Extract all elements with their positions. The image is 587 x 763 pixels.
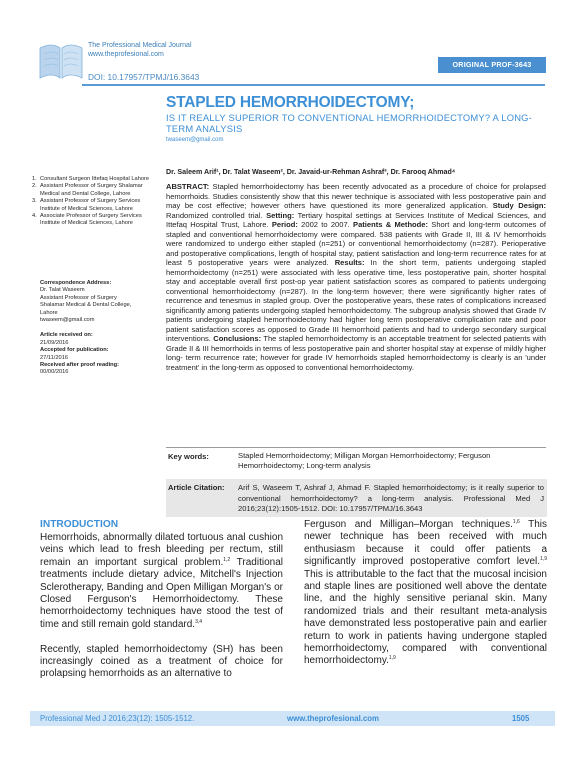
correspondence-position: Assistant Professor of Surgery [40, 294, 117, 301]
period-label: Period: [271, 220, 298, 229]
affiliation-text: Assistant Professor of Surgery Shalamar Medical and Dental College, Lahore [40, 183, 143, 197]
reference-superscript: 1,6 [512, 519, 520, 525]
article-subtitle: IS IT REALLY SUPERIOR TO CONVENTIONAL HEMORRHOIDECTOMY? A LONG-TERM ANALYSIS [166, 112, 532, 134]
paragraph-text: This newer technique has been received with much enthusiasm because it could offer patients a significantly improved postoperative comfort level. [304, 519, 547, 568]
received-label: Article received on: [40, 332, 93, 339]
introduction-heading: INTRODUCTION [40, 519, 119, 530]
affiliation-number: 2. [32, 183, 37, 190]
received-date: 21/09/2016 [40, 339, 69, 346]
abstract [166, 182, 546, 372]
methods-label: Patients & Methode: [353, 220, 428, 229]
paragraph [40, 644, 283, 681]
correspondence-name: Dr. Talat Waseem [40, 287, 85, 294]
keywords-divider [166, 447, 546, 448]
doi-link[interactable]: DOI: 10.17957/TPMJ/16.3643 [88, 72, 200, 82]
correspondence-label: Correspondence Address: [40, 280, 112, 286]
proof-label: Received after proof reading: [40, 362, 120, 369]
correspondence-city: Lahore [40, 309, 58, 316]
affiliation-item [32, 198, 150, 213]
affiliation-number: 1. [32, 176, 37, 182]
paragraph-text: Hemorrhoids, abnormally dilated tortuous anal cushion veins which lead to fresh bleeding per rectum, still remain an important surgical problem. [40, 532, 283, 568]
paragraph [40, 532, 283, 631]
affiliation-item [32, 176, 150, 183]
reference-superscript: 1,9 [388, 655, 396, 662]
footer-citation: Professional Med J 2016;23(12): 1505-1512. [40, 714, 195, 723]
conclusion-text: The stapled hemorrhoidectomy is an acceptable treatment for selected patients with Grade II & III hemorrhoids in terms of less postoperative pain and shorter hospital stay at expense of mildly higher long- term recurrence rate; however for grade IV hemorrhoids stapled hemorrhoidectomy is clearly is an 'under treatment' in the long-term as opposed to conventional hemorrhoidectomy. [166, 334, 547, 372]
reference-superscript: 1,2 [223, 556, 231, 563]
citation-text: Arif S, Waseem T, Ashraf J, Ahmad F. Stapled hemorrhoidectomy; is it really superior to conventional hemorrhoidectomy? a long-term analysis. Professional Med J 2016;23(12):1505-1512. DOI: 10.17957/TPMJ/16.3643 [238, 483, 544, 513]
results-text: In the short term, patients undergoing stapled hemorrhoidectomy (n=251) were associated with less operative time, less postoperative pain, shorter hospital stay and acceptable overall first post-op year patient satisfaction scores as compared to patients undergoing conventional hemorrhoidectomy (n=287). In the long-term however; there were significantly higher rates of recurrence and tenesmus in stapled group. Over the postoperative years, these rates of complications increased significantly among patients undergoing stapled hemorrhoidectomy. The subgroup analysis showed that Grade IV patients undergoing stapled hemorrhoidectomy had higher long term postoperative complication rate and poor patient satisfaction scores as opposed to Grade III hemorrhoid patients and had to undergo secondary surgical interventions. [166, 258, 546, 343]
affiliation-list [32, 176, 150, 228]
setting-text: Tertiary hospital settings at Services Institute of Medical Sciences, and Ittefaq Hospital Trust, Lahore. [166, 210, 546, 229]
proof-date: 00/00/2016 [40, 369, 69, 376]
paragraph-text: Ferguson and Milligan–Morgan techniques. [304, 519, 513, 530]
correspondence-email-link[interactable]: twaseem@gmail.com [40, 317, 95, 324]
paragraph-text: This is attributable to the fact that the mucosal incision and staple lines are positioned well above the dentate line, and the highly sensitive perianal skin. Many randomized trials and their resultant meta-analysis have demonstrated less postoperative pain and earlier return to work in patients having undergone stapled hemorrhoidectomy, compared with conventional hemorrhoidectomy. [304, 568, 547, 667]
abstract-label: ABSTRACT: [166, 182, 210, 191]
design-text: Randomized controlled trial. [166, 210, 267, 220]
journal-logo-icon [38, 40, 84, 82]
journal-url-link[interactable]: www.theprofesional.com [88, 51, 164, 58]
affiliation-item [32, 183, 150, 198]
article-code-badge: ORIGINAL PROF-3643 [438, 57, 546, 73]
setting-label: Setting: [266, 210, 295, 220]
footer-url-link[interactable]: www.theprofesional.com [287, 714, 379, 723]
body-column-right [304, 519, 547, 680]
reference-superscript: 3,4 [195, 618, 203, 625]
header-divider [82, 84, 545, 86]
conclusion-label: Conclusions: [213, 334, 262, 343]
design-label: Study Design: [492, 201, 546, 210]
period-text: 2002 to 2007. [297, 220, 354, 229]
affiliation-number: 4. [32, 213, 37, 220]
affiliation-text: Assistant Professor of Surgery Services Institute of Medical Sciences, Lahore [40, 198, 141, 212]
methods-text: Short and long-term outcomes of stapled and conventional hemorrhoidectomy were compared. 538 patients with Grade II, III & IV hemorrhoids were randomized to undergo either stapled (n=251) or conventional hemorrhoidectomy (n=287). Perioperative and postoperative complications, length of hospital stay, patient satisfaction and long-term recurrence rates for at least 5 postoperative years were analyzed. [166, 220, 546, 267]
body-column-left [40, 532, 283, 693]
paragraph [304, 519, 547, 668]
affiliation-number: 3. [32, 198, 37, 205]
affiliation-text: Consultant Surgeon Ittefaq Hospital Lahore [40, 176, 150, 182]
correspondence-institution: Shalamar Medical & Dental College, [40, 302, 132, 309]
citation-label: Article Citation: [168, 483, 225, 492]
reference-superscript: 1,9 [540, 556, 547, 563]
keywords-label: Key words: [168, 452, 209, 461]
article-title: STAPLED HEMORRHOIDECTOMY; [166, 94, 415, 111]
accepted-date: 27/11/2016 [40, 354, 69, 361]
abstract-intro: Stapled hemorrhoidectomy has been recently advocated as a procedure of choice for prolapsed hemorrhoids. Studies consistently show that this newer technique is associated with less postoperative pain and may be cost effective; however others have questioned its more generalized application. [166, 182, 546, 210]
accepted-label: Accepted for publication: [40, 347, 109, 354]
journal-name: The Professional Medical Journal [88, 42, 192, 49]
affiliation-item [32, 213, 150, 228]
affiliation-text: Associate Professor of Surgery Services Institute of Medical Sciences, Lahore [40, 213, 142, 227]
paragraph-text: Traditional treatments include dietary advice, Mitchell's Injection Sclerotherapy, Banding and Open Milligan Morgan's or Closed Ferguson's Hemorrhoidectomy. These hemorrhoidectomy techniques have stood the test of time and still remain gold standard. [40, 556, 283, 630]
results-label: Results: [334, 258, 365, 267]
paragraph-text: Recently, stapled hemorrhoidectomy (SH) has been increasingly coined as a treatment of choice for prolapsing hemorrhoids as an alternative to [40, 643, 283, 680]
author-list: Dr. Saleem Arif¹, Dr. Talat Waseem², Dr. Javaid-ur-Rehman Ashraf³, Dr. Farooq Ahmad⁴ [166, 168, 456, 176]
spacer [40, 324, 155, 332]
page-number: 1505 [512, 714, 530, 723]
correspondence-block [40, 280, 155, 377]
author-email-link[interactable]: twaseem@gmail.com [166, 137, 224, 143]
keywords-text: Stapled Hemorrhoidectomy; Milligan Morgan Hemorrhoidectomy; Ferguson Hemorrhoidectomy; Long-term analysis [238, 451, 491, 470]
